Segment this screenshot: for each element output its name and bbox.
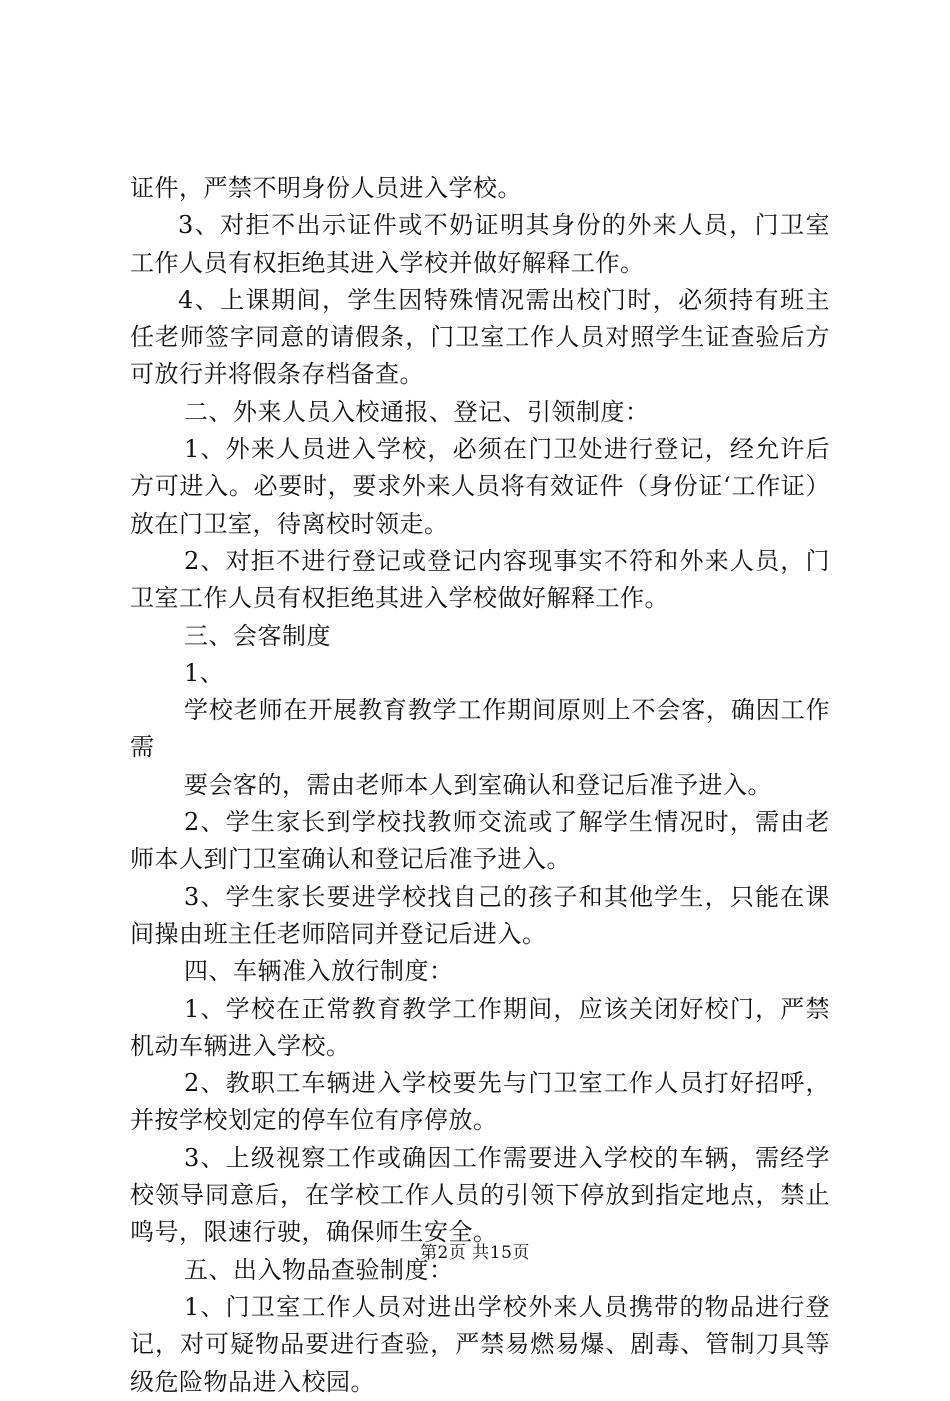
paragraph-visitor-1: 1、外来人员进入学校，必须在门卫处进行登记，经允许后方可进入。必要时，要求外来人员将有效证件（身份证‘工作证）放在门卫室，待离校时领走。 — [130, 435, 830, 538]
paragraph-visitor-2: 2、对拒不进行登记或登记内容现事实不符和外来人员，门卫室工作人员有权拒绝其进入学校做好解释工作。 — [130, 546, 830, 613]
page-footer: 第2页 共15页 — [420, 1243, 530, 1263]
section-heading-3: 三、会客制度 — [184, 621, 331, 650]
paragraph-meeting-1-cont: 要会客的，需由老师本人到室确认和登记后准予进入。 — [184, 770, 772, 799]
paragraph-vehicle-3: 3、上级视察工作或确因工作需要进入学校的车辆，需经学校领导同意后，在学校工作人员的引领下停放到指定地点，禁止鸣号，限速行驶，确保师生安全。 — [130, 1143, 830, 1247]
paragraph-rule-4: 4、上课期间，学生因特殊情况需出校门时，必须持有班主任老师签字同意的请假条，门卫室工作人员对照学生证查验后方可放行并将假条存档备查。 — [130, 285, 830, 389]
paragraph-id-continuation: 证件，严禁不明身份人员进入学校。 — [130, 174, 522, 202]
paragraph-vehicle-2: 2、教职工车辆进入学校要先与门卫室工作人员打好招呼，并按学校划定的停车位有序停放。 — [130, 1069, 830, 1135]
section-heading-5: 五、出入物品查验制度： — [184, 1255, 454, 1284]
paragraph-meeting-1-number: 1、 — [184, 658, 225, 687]
section-heading-4: 四、车辆准入放行制度： — [184, 957, 454, 986]
paragraph-meeting-2: 2、学生家长到学校找教师交流或了解学生情况时，需由老师本人到门卫室确认和登记后准予进入。 — [130, 808, 830, 874]
paragraph-items-1: 1、门卫室工作人员对进出学校外来人员携带的物品进行登记，对可疑物品要进行查验，严禁易燃易爆、剧毒、管制刀具等级危险物品进入校园。 — [130, 1292, 830, 1396]
paragraph-meeting-1-text: 学校老师在开展教育教学工作期间原则上不会客，确因工作需 — [130, 696, 830, 762]
section-heading-2: 二、外来人员入校通报、登记、引领制度： — [184, 397, 650, 426]
paragraph-vehicle-1: 1、学校在正常教育教学工作期间，应该关闭好校门，严禁机动车辆进入学校。 — [130, 994, 830, 1060]
paragraph-meeting-3: 3、学生家长要进学校找自己的孩子和其他学生，只能在课间操由班主任老师陪同并登记后进入。 — [130, 882, 830, 948]
paragraph-rule-3: 3、对拒不出示证件或不奶证明其身份的外来人员，门卫室工作人员有权拒绝其进入学校并做好解释工作。 — [130, 211, 830, 277]
document-body — [130, 170, 830, 1401]
